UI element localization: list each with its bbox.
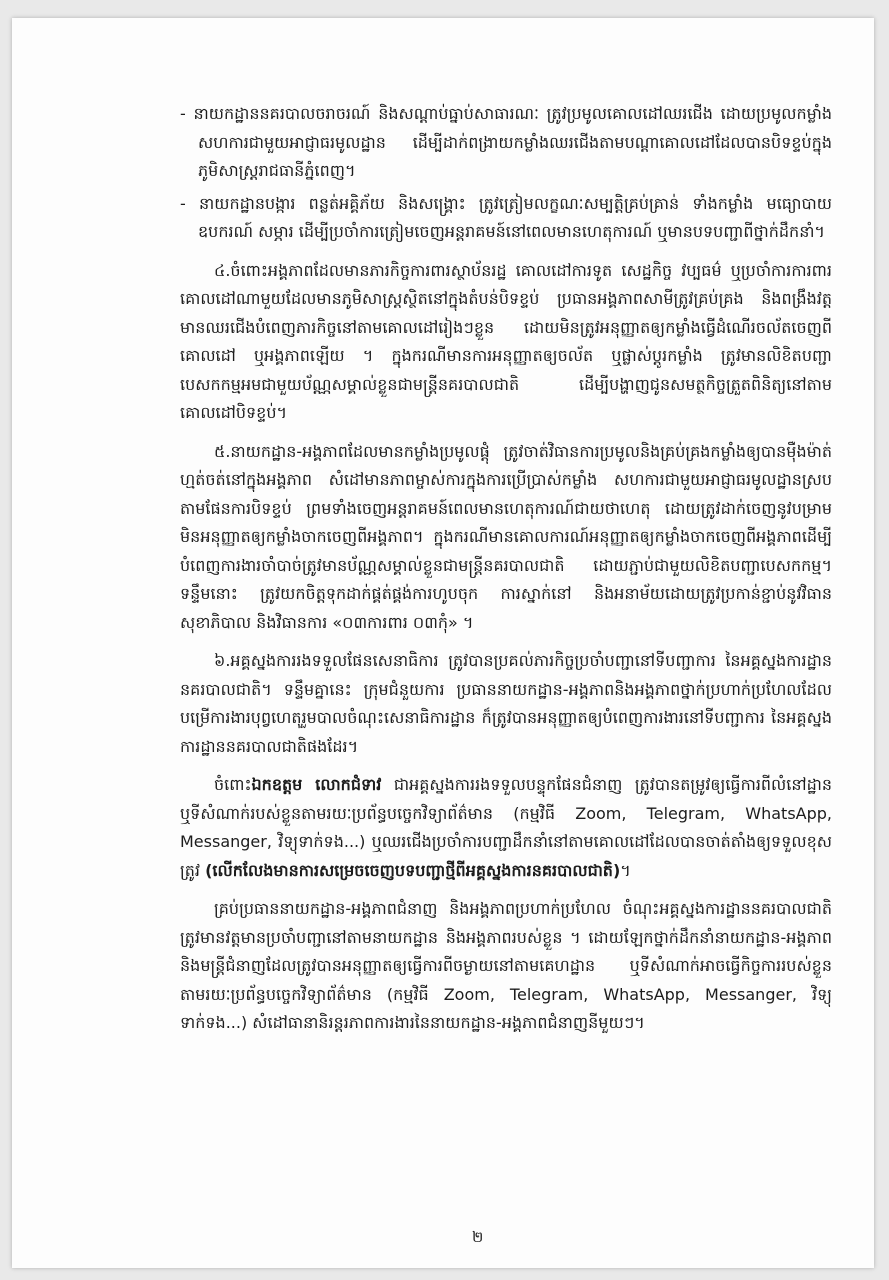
paragraph-7-lead: ចំពោះ — [214, 775, 252, 794]
paragraph-7-title: ឯកឧត្ដម លោកជំទាវ — [251, 775, 382, 794]
paragraph-7-end: ។ — [620, 860, 631, 880]
paragraph-4: ៤.ចំពោះអង្គភាពដែលមានភារកិច្ចការពារស្ថាប័នរដ្ឋ គោលដៅការទូត សេដ្ឋកិច្ច វប្បធម៌ ឬប្រចាំការការពារគោលដៅណាមួយដែលមានភូមិសាស្ត្រស្ថិតនៅក្នុងតំបន់បិទខ្ទប់ ប្រធានអង្គភាពសាមីត្រូវគ្រប់គ្រង និងពង្រឹងវត្តមានឈរជើងបំពេញភារកិច្ចនៅតាមគោលដៅរៀងៗខ្លួន ដោយមិនត្រូវអនុញ្ញាតឲ្យកម្លាំងធ្វើដំណើរចល័តចេញពីគោលដៅ ឬអង្គភាពឡើយ ។ ក្នុងករណីមានការអនុញ្ញាតឲ្យចល័ត ឬផ្លាស់ប្ដូរកម្លាំង ត្រូវមានលិខិតបញ្ជាបេសកកម្មអមជាមួយប័ណ្ណសម្គាល់ខ្លួនជាមន្ត្រីនគរបាលជាតិ ដើម្បីបង្ហាញជូនសមត្ថកិច្ចត្រួតពិនិត្យនៅតាមគោលដៅបិទខ្ទប់។ — [180, 260, 832, 422]
bullet-fire-rescue: - នាយកដ្ឋានបង្ការ ពន្លត់អគ្គិភ័យ និងសង្គ្រោះ ត្រូវត្រៀមលក្ខណៈសម្បត្តិគ្រប់គ្រាន់ ទាំងកម្លាំង មធ្យោបាយ ឧបករណ៍ សម្ភារ ដើម្បីប្រចាំការត្រៀមចេញអន្តរាគមន៍នៅពេលមានហេតុការណ៍ ឬមានបទបញ្ជាពីថ្នាក់ដឹកនាំ។ — [180, 193, 832, 241]
document-body — [180, 100, 832, 1038]
paragraph-6: ៦.អគ្គស្នងការរងទទួលផែនសេនាធិការ ត្រូវបានប្រគល់ភារកិច្ចប្រចាំបញ្ជានៅទីបញ្ជាការ នៃអគ្គស្នងការដ្ឋាននគរបាលជាតិ។ ទន្ទឹមគ្នានេះ ក្រុមជំនួយការ ប្រធាននាយកដ្ឋាន-អង្គភាពនិងអង្គភាពថ្នាក់ប្រហាក់ប្រហែលដែលបម្រើការងារបុព្វហេតុរួមបាលចំណុះសេនាធិការដ្ឋាន ក៏ត្រូវបានអនុញ្ញាតឲ្យបំពេញការងារនៅទីបញ្ជាការ នៃអគ្គស្នងការដ្ឋាននគរបាលជាតិផងដែរ។ — [180, 651, 832, 756]
paragraph-8: គ្រប់ប្រធាននាយកដ្ឋាន-អង្គភាពជំនាញ និងអង្គភាពប្រហាក់ប្រហែល ចំណុះអគ្គស្នងការដ្ឋាននគរបាលជាតិ ត្រូវមានវត្តមានប្រចាំបញ្ជានៅតាមនាយកដ្ឋាន និងអង្គភាពរបស់ខ្លួន ។ ដោយឡែកថ្នាក់ដឹកនាំនាយកដ្ឋាន-អង្គភាព និងមន្ត្រីជំនាញដែលត្រូវបានអនុញ្ញាតឲ្យធ្វើការពីចម្ងាយនៅតាមគេហដ្ឋាន ឬទីសំណាក់អាចធ្វើកិច្ចការរបស់ខ្លួនតាមរយៈប្រព័ន្ធបច្ចេកវិទ្យាព័ត៌មាន (កម្មវិធី Zoom, Telegram, WhatsApp, Messanger, វិទ្យុទាក់ទង...) សំដៅធានានិរន្តរភាពការងារនៃនាយកដ្ឋាន-អង្គភាពជំនាញនីមួយៗ។ — [180, 899, 832, 1032]
bullet-traffic-police: - នាយកដ្ឋាននគរបាលចរាចរណ៍ និងសណ្ដាប់ធ្នាប់សាធារណៈ ត្រូវប្រមូលគោលដៅឈរជើង ដោយប្រមូលកម្លាំង សហការជាមួយអាជ្ញាធរមូលដ្ឋាន ដើម្បីដាក់ពង្រាយកម្លាំងឈរជើងតាមបណ្ដាគោលដៅដែលបានបិទខ្ទប់ក្នុងភូមិសាស្ត្ររាជធានីភ្នំពេញ។ — [180, 104, 832, 180]
paragraph-5: ៥.នាយកដ្ឋាន-អង្គភាពដែលមានកម្លាំងប្រមូលផ្ដុំ ត្រូវចាត់វិធានការប្រមូលនិងគ្រប់គ្រងកម្លាំងឲ្យបានម៉ឺងម៉ាត់ ហ្មត់ចត់នៅក្នុងអង្គភាព សំដៅមានភាពម្ចាស់ការក្នុងការប្រើប្រាស់កម្លាំង សហការជាមួយអាជ្ញាធរមូលដ្ឋានស្របតាមផែនការបិទខ្ទប់ ព្រមទាំងចេញអន្តរាគមន៍ពេលមានហេតុការណ៍ជាយថាហេតុ ដោយត្រូវដាក់ចេញនូវបម្រាមមិនអនុញ្ញាតឲ្យកម្លាំងចាកចេញពីអង្គភាព។ ក្នុងករណីមានគោលការណ៍អនុញ្ញាតឲ្យកម្លាំងចាកចេញពីអង្គភាពដើម្បីបំពេញការងារចាំបាច់ត្រូវមានប័ណ្ណសម្គាល់ខ្លួនជាមន្ត្រីនគរបាលជាតិ ដោយភ្ជាប់ជាមួយលិខិតបញ្ជាបេសកកម្ម។ ទន្ទឹមនោះ ត្រូវយកចិត្តទុកដាក់ផ្គត់ផ្គង់ការហូបចុក ការស្នាក់នៅ និងអនាម័យដោយត្រូវប្រកាន់ខ្ជាប់នូវវិធានសុខាភិបាល និងវិធានការ «០៣ការពារ ០៣កុំ» ។ — [180, 441, 832, 632]
document-page — [12, 18, 874, 1268]
page-number: ២ — [472, 1228, 484, 1246]
paragraph-7 — [180, 771, 832, 885]
paragraph-7-text: ជាអគ្គស្នងការរងទទួលបន្ទុកផែនជំនាញ ត្រូវបានតម្រូវឲ្យធ្វើការពីលំនៅដ្ឋាន ឬទីសំណាក់របស់ខ្លួនតាមរយៈប្រព័ន្ធបច្ចេកវិទ្យាព័ត៌មាន (កម្មវិធី Zoom, Telegram, WhatsApp, Messanger, វិទ្យុទាក់ទង...) ឬឈរជើងប្រចាំការបញ្ជាដឹកនាំនៅតាមគោលដៅដែលបានចាត់តាំងឲ្យទទួលខុសត្រូវ — [180, 775, 832, 880]
paragraph-7-note: (លើកលែងមានការសម្រេចចេញបទបញ្ជាថ្មីពីអគ្គស្នងការនគរបាលជាតិ) — [205, 860, 621, 880]
